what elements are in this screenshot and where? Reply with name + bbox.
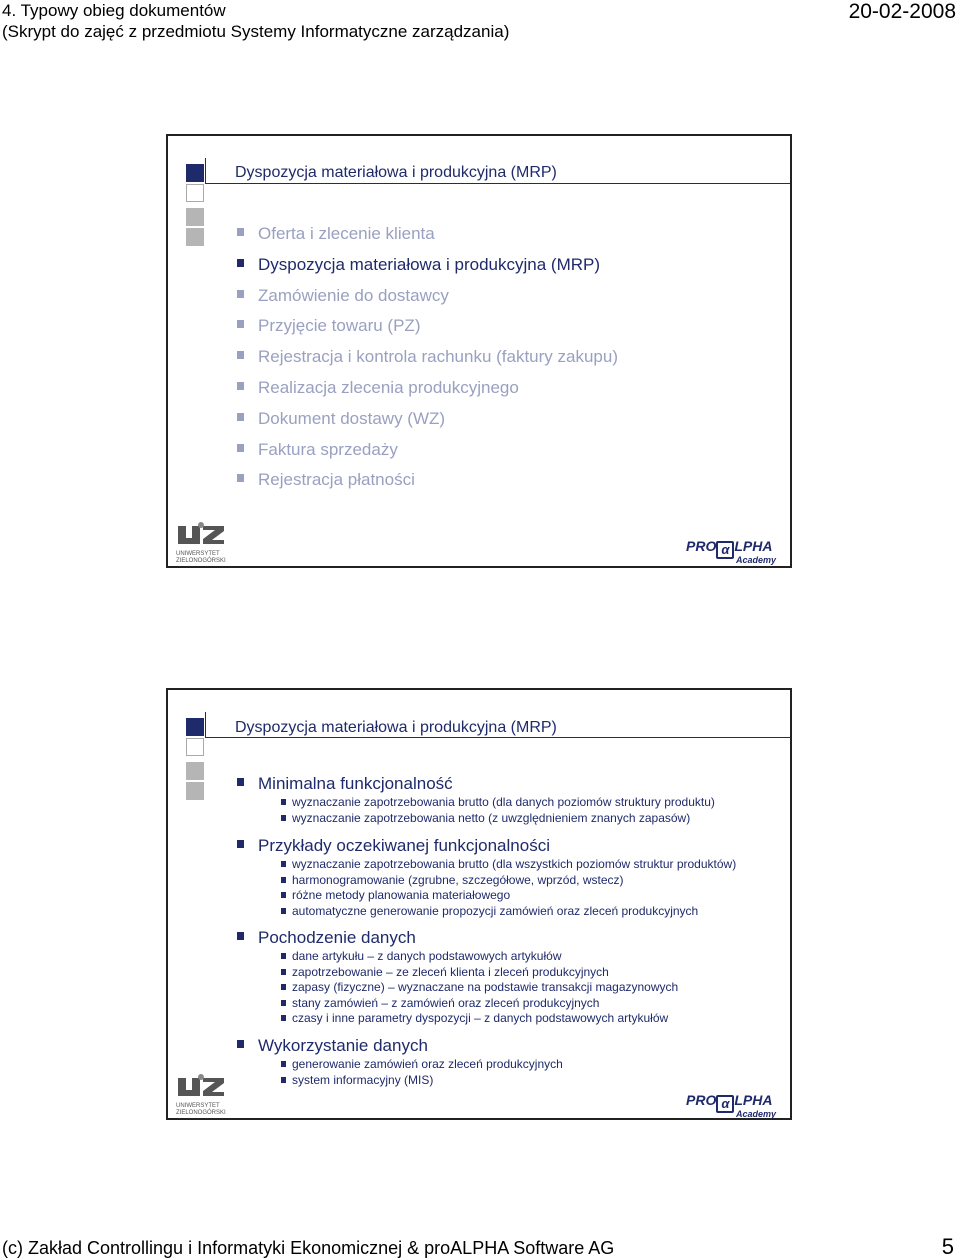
slide-title: Dyspozycja materiałowa i produkcyjna (MRP) xyxy=(235,164,557,181)
section-heading: Pochodzenie danych xyxy=(258,928,416,947)
section-heading: Wykorzystanie danych xyxy=(258,1036,428,1055)
uz-logo xyxy=(176,522,232,566)
deco-square xyxy=(186,738,204,756)
section-item: system informacyjny (MIS) xyxy=(292,1072,434,1087)
process-step-item: Faktura sprzedaży xyxy=(258,439,398,459)
proalpha-logo xyxy=(686,1092,776,1122)
section-item: czasy i inne parametry dyspozycji – z danych podstawowych artykułów xyxy=(292,1011,669,1025)
section-heading: Przykłady oczekiwanej funkcjonalności xyxy=(258,836,550,855)
process-step-item: Przyjęcie towaru (PZ) xyxy=(258,316,421,336)
section-item: dane artykułu – z danych podstawowych artykułów xyxy=(292,949,562,963)
proalpha-logo-lpha: LPHA xyxy=(734,1092,773,1108)
section-heading: Minimalna funkcjonalność xyxy=(258,774,453,793)
proalpha-logo-academy: Academy xyxy=(735,1109,776,1119)
title-rule-vertical xyxy=(205,158,206,184)
deco-square xyxy=(186,228,204,246)
process-step-item: Dokument dostawy (WZ) xyxy=(258,408,446,428)
section-item: generowanie zamówień oraz zleceń produkcyjnych xyxy=(292,1057,563,1071)
proalpha-logo-pro: PRO xyxy=(686,538,717,554)
section-item: zapasy (fizyczne) – wyznaczane na podstawie transakcji magazynowych xyxy=(292,980,679,994)
deco-square xyxy=(186,762,204,780)
course-subtitle: (Skrypt do zajęć z przedmiotu Systemy Informatyczne zarządzania) xyxy=(2,22,510,41)
proalpha-logo xyxy=(686,538,776,568)
title-rule-vertical xyxy=(205,712,206,738)
section-item: wyznaczanie zapotrzebowania brutto (dla wszystkich poziomów struktur produktów) xyxy=(292,857,737,871)
section-item: harmonogramowanie (zgrubne, szczegółowe, wprzód, wstecz) xyxy=(292,872,624,887)
deco-square xyxy=(186,782,204,800)
uz-logo xyxy=(176,1074,232,1118)
slide-title: Dyspozycja materiałowa i produkcyjna (MRP) xyxy=(235,719,557,736)
process-step-item: Rejestracja i kontrola rachunku (faktury zakupu) xyxy=(258,347,618,367)
deco-square xyxy=(186,208,204,226)
deco-square xyxy=(186,184,204,202)
section-item: wyznaczanie zapotrzebowania netto (z uwzględnieniem znanych zapasów) xyxy=(292,810,691,825)
alpha-icon: α xyxy=(716,541,734,559)
deco-square xyxy=(186,164,204,182)
uz-emblem-icon xyxy=(176,522,226,548)
uz-logo-line2: ZIELONOGÓRSKI xyxy=(176,558,226,564)
proalpha-logo-pro: PRO xyxy=(686,1092,717,1108)
section-item: różne metody planowania materiałowego xyxy=(292,888,511,902)
document-header xyxy=(2,0,509,42)
slide-mrp-detail xyxy=(166,688,792,1120)
process-step-item: Dyspozycja materiałowa i produkcyjna (MRP) xyxy=(258,254,601,274)
alpha-icon: α xyxy=(716,1095,734,1113)
proalpha-logo-academy: Academy xyxy=(735,555,776,565)
title-rule xyxy=(206,737,790,738)
uz-emblem-icon xyxy=(176,1074,226,1100)
chapter-title: 4. Typowy obieg dokumentów xyxy=(2,1,226,20)
process-step-item: Oferta i zlecenie klienta xyxy=(258,224,435,243)
section-item: zapotrzebowanie – ze zleceń klienta i zleceń produkcyjnych xyxy=(292,964,609,979)
uz-logo-line1: UNIWERSYTET xyxy=(176,551,220,557)
document-date: 20-02-2008 xyxy=(848,0,956,23)
page-number: 5 xyxy=(941,1234,954,1259)
process-step-item: Zamówienie do dostawcy xyxy=(258,285,449,305)
section-item: automatyczne generowanie propozycji zamówień oraz zleceń produkcyjnych xyxy=(292,903,699,918)
uz-logo-line1: UNIWERSYTET xyxy=(176,1103,220,1109)
section-item: stany zamówień – z zamówień oraz zleceń produkcyjnych xyxy=(292,995,600,1010)
process-step-item: Realizacja zlecenia produkcyjnego xyxy=(258,378,519,397)
process-step-item: Rejestracja płatności xyxy=(258,470,415,490)
slide-process-overview xyxy=(166,134,792,568)
footer-copyright: (c) Zakład Controllingu i Informatyki Ekonomicznej & proALPHA Software AG xyxy=(2,1238,615,1258)
proalpha-logo-lpha: LPHA xyxy=(734,538,773,554)
title-rule xyxy=(206,183,790,184)
section-item: wyznaczanie zapotrzebowania brutto (dla danych poziomów struktury produktu) xyxy=(292,795,715,809)
uz-logo-line2: ZIELONOGÓRSKI xyxy=(176,1110,226,1116)
deco-square xyxy=(186,718,204,736)
